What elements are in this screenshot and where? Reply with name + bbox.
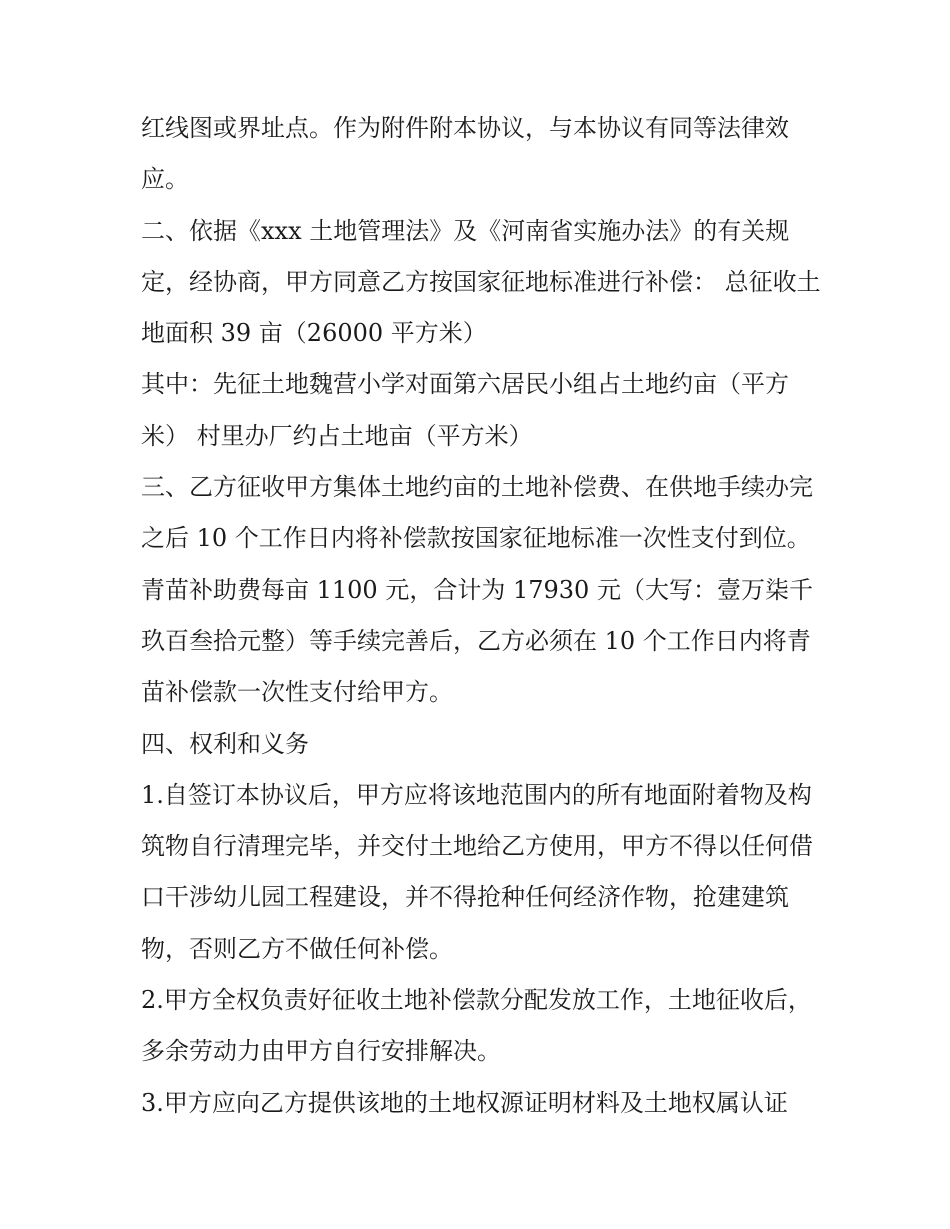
- paragraph-clause-2-compensation-basis: 二、依据《xxx 土地管理法》及《河南省实施办法》的有关规定，经协商，甲方同意乙方按国家征地标准进行补偿： 总征收土地面积 39 亩（26000 平方米）: [141, 216, 821, 348]
- heading-clause-4-rights-obligations: 四、权利和义务: [141, 729, 309, 758]
- paragraph-item-3-title-documents: 3.甲方应向乙方提供该地的土地权源证明材料及土地权属认证: [141, 1088, 788, 1117]
- document-body: [141, 103, 831, 1129]
- paragraph-clause-3-payment: 三、乙方征收甲方集体土地约亩的土地补偿费、在供地手续办完之后 10 个工作日内将补偿款按国家征地标准一次性支付到位。青苗补助费每亩 1100 元，合计为 17930 元（大写：壹万柒千玖百叁拾元整）等手续完善后，乙方必须在 10 个工作日内将青苗补偿款一次性支付给甲方。: [141, 473, 813, 707]
- paragraph-item-2-distribution: 2.甲方全权负责好征收土地补偿款分配发放工作，土地征收后，多余劳动力由甲方自行安排解决。: [141, 986, 812, 1066]
- paragraph-item-1-site-clearance: 1.自签订本协议后，甲方应将该地范围内的所有地面附着物及构筑物自行清理完毕，并交付土地给乙方使用，甲方不得以任何借口干涉幼儿园工程建设，并不得抢种任何经济作物，抢建建筑物，否则乙方不做任何补偿。: [141, 780, 813, 963]
- paragraph-attachment-note: 红线图或界址点。作为附件附本协议，与本协议有同等法律效应。: [141, 114, 789, 194]
- paragraph-land-breakdown: 其中：先征土地魏营小学对面第六居民小组占土地约亩（平方米） 村里办厂约占土地亩（平方米）: [141, 370, 789, 450]
